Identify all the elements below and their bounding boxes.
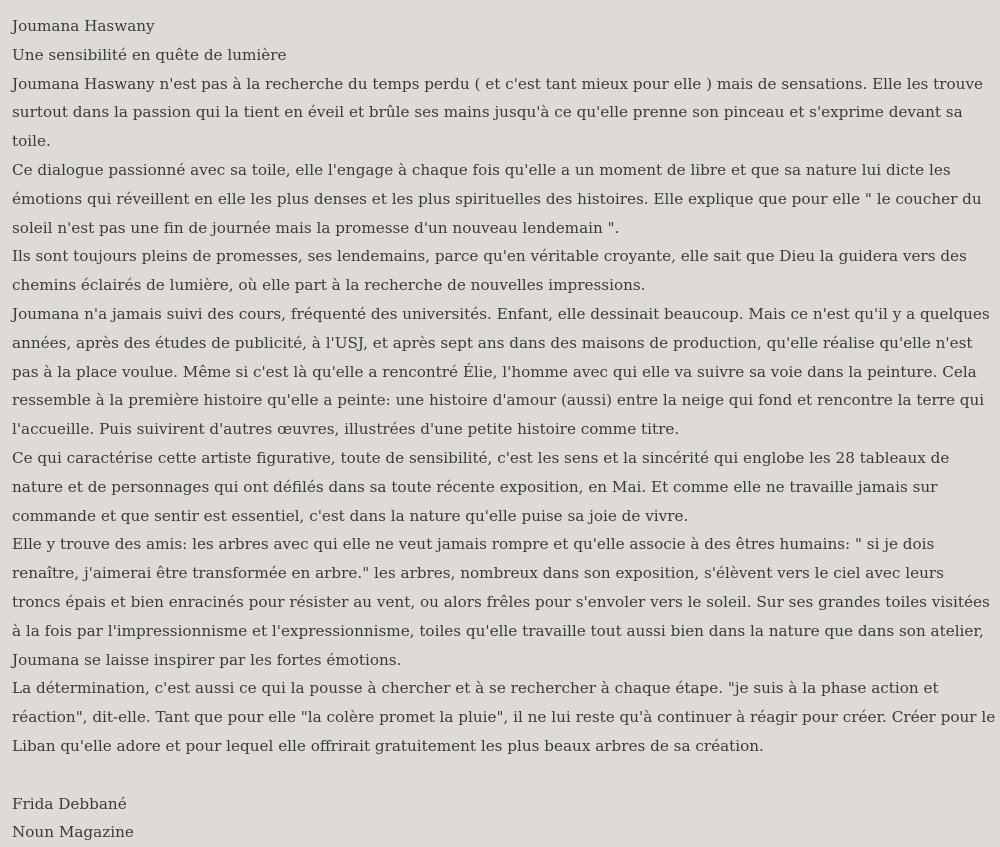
section-spacer (12, 761, 996, 790)
artist-name: Joumana Haswany (12, 17, 155, 35)
paragraph-4: Joumana n'a jamais suivi des cours, fréquenté des universités. Enfant, elle dessinait beaucoup. Mais ce n'est qu'il y a quelques années, après des études de publicité, à l'USJ, et après sept ans dans des maisons de production, qu'elle réalise qu'elle n'est pas à la place voulue. Même si c'est là qu'elle a rencontré Élie, l'homme avec qui elle va suivre sa voie dans la peinture. Cela ressemble à la première histoire qu'elle a peinte: une histoire d'amour (aussi) entre la neige qui fond et rencontre la terre qui l'accueille. Puis suivirent d'autres œuvres, illustrées d'une petite histoire comme titre. (12, 304, 990, 439)
article-subtitle: Une sensibilité en quête de lumière (12, 45, 287, 64)
paragraph-5: Ce qui caractérise cette artiste figurative, toute de sensibilité, c'est les sens et la sincérité qui englobe les 28 tableaux de nature et de personnages qui ont défilés dans sa toute récente exposition, en Mai. Et comme elle ne travaille jamais sur commande et que sentir est essentiel, c'est dans la nature qu'elle puise sa joie de vivre. (12, 448, 950, 525)
signature-author: Frida Debbané (12, 794, 127, 813)
paragraph-6: Elle y trouve des amis: les arbres avec qui elle ne veut jamais rompre et qu'elle associe à des êtres humains: " si je dois renaître, j'aimerai être transformée en arbre." les arbres, nombreux dans son exposition, s'élèvent vers le ciel avec leurs troncs épais et bien enracinés pour résister au vent, ou alors frêles pour s'envoler vers le soleil. Sur ses grandes toiles visitées à la fois par l'impressionnisme et l'expressionnisme, toiles qu'elle travaille tout aussi bien dans la nature que dans son atelier, Joumana se laisse inspirer par les fortes émotions. (12, 535, 990, 669)
paragraph-3: Ils sont toujours pleins de promesses, ses lendemains, parce qu'en véritable croyante, elle sait que Dieu la guidera vers des chemins éclairés de lumière, où elle part à la recherche de nouvelles impressions. (12, 247, 967, 295)
signature-publication: Noun Magazine (12, 823, 134, 842)
paragraph-1: Joumana Haswany n'est pas à la recherche du temps perdu ( et c'est tant mieux pour elle ) mais de sensations. Elle les trouve surtout dans la passion qui la tient en éveil et brûle ses mains jusqu'à ce qu'elle prenne son pinceau et s'exprime devant sa toile. (12, 74, 984, 151)
paragraph-7: La détermination, c'est aussi ce qui la pousse à chercher et à se rechercher à chaque étape. "je suis à la phase action et réaction", dit-elle. Tant que pour elle "la colère promet la pluie", il ne lui reste qu'à continuer à réagir pour créer. Créer pour le Liban qu'elle adore et pour lequel elle offrirait gratuitement les plus beaux arbres de sa création. (12, 679, 996, 755)
article-body (12, 70, 996, 761)
paragraph-2: Ce dialogue passionné avec sa toile, elle l'engage à chaque fois qu'elle a un moment de libre et que sa nature lui dicte les émotions qui réveillent en elle les plus denses et les plus spirituelles des histoires. Elle explique que pour elle " le coucher du soleil n'est pas une fin de journée mais la promesse d'un nouveau lendemain ". (12, 160, 982, 237)
